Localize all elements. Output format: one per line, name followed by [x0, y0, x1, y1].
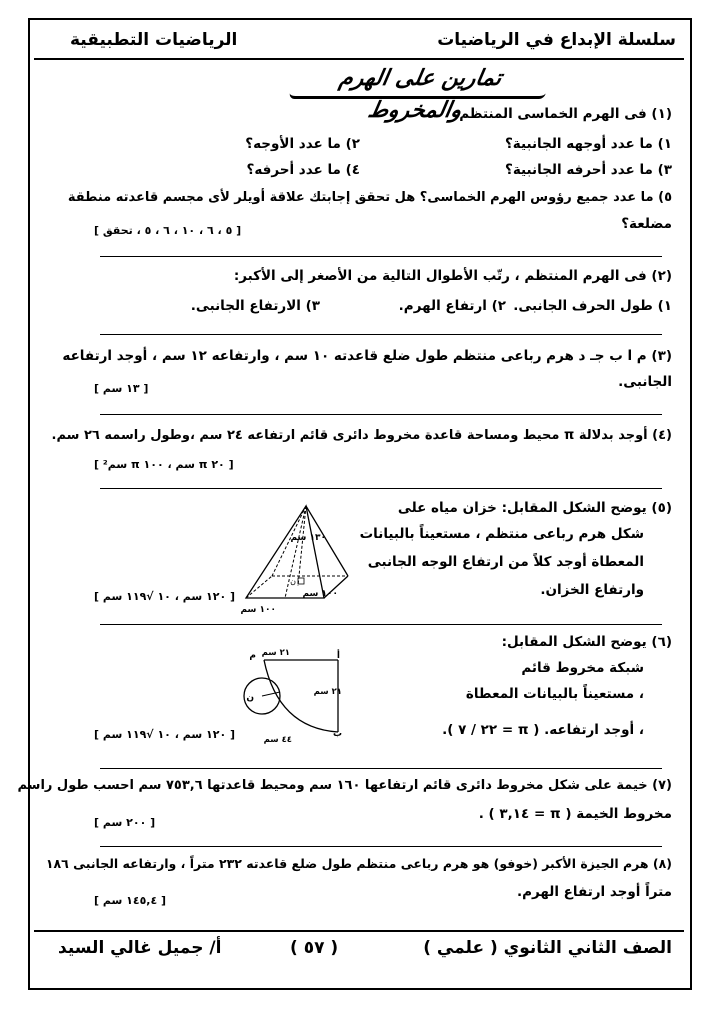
q6-answer: [ ١٢٠ سم ، ١٠ √١١٩ سم ]: [94, 728, 236, 741]
divider-5: [100, 624, 662, 625]
footer-author: أ/ جميل غالي السيد: [58, 938, 222, 958]
q7-number: (٧): [652, 778, 672, 793]
edge-label: ١٣٠ سم: [290, 533, 326, 543]
q7-text-line2: مخروط الخيمة ( π = ٣,١٤ ) .: [478, 806, 672, 822]
footer-divider: [34, 930, 684, 932]
label-n: ن: [246, 693, 254, 703]
page-number: ( ٥٧ ): [290, 938, 339, 958]
top-length-label: ٢١ سم: [261, 648, 290, 658]
side-label-2: ١٠٠ سم: [240, 605, 276, 615]
divider-6: [100, 768, 662, 769]
arc-length-label: ٤٤ سم: [263, 735, 292, 744]
label-m: م: [249, 651, 256, 661]
worksheet-title: تمارين على الهرم والمخروط: [289, 62, 552, 99]
q1-stem: فى الهرم الخماسى المنتظم:: [453, 106, 647, 122]
q1-item-c: ٣) ما عدد أحرفه الجانبية؟: [505, 162, 672, 178]
divider-7: [100, 846, 662, 847]
q1-item-e-line1: ٥) ما عدد جميع رؤوس الهرم الخماسى؟ هل تحقق إجابتك علاقة أويلر لأى مجسم قاعدته منطقة: [67, 190, 672, 205]
q8-number: (٨): [652, 856, 672, 871]
q5-line3: المعطاة أوجد كلاً من ارتفاع الوجه الجانبى: [367, 554, 644, 570]
q3-answer: [ ١٣ سم ]: [94, 382, 149, 395]
divider-2: [100, 334, 662, 335]
divider-3: [100, 414, 662, 415]
q3-text-line2: الجانبى.: [618, 374, 672, 390]
q4-number: (٤): [652, 428, 672, 443]
q2-number: (٢): [651, 268, 672, 284]
q4-answer: [ ٢٠ π سم ، ١٠٠ π سم² ]: [94, 458, 234, 471]
side-label-1: ١٠٠ سم: [302, 589, 338, 599]
q1-number: (١): [651, 106, 672, 122]
q1-item-b: ٢) ما عدد الأوجه؟: [245, 136, 360, 152]
q1-item-a: ١) ما عدد أوجهه الجانبية؟: [504, 136, 672, 152]
foot-label: ن: [290, 577, 296, 586]
series-title: سلسلة الإبداع في الرياضيات: [437, 30, 676, 50]
q3-number: (٣): [651, 348, 672, 364]
q2-item-a: ١) طول الحرف الجانبى.: [513, 298, 672, 314]
page-header: [40, 30, 676, 58]
cone-net-figure: [238, 644, 358, 744]
q1-item-d: ٤) ما عدد أحرفه؟: [246, 162, 360, 178]
side-length-label: ٢١ سم: [313, 687, 342, 697]
q8-text-line1: هرم الجيزة الأكبر (خوفو) هو هرم رباعى منتظم طول ضلع قاعدته ٢٣٢ متراً ، وارتفاعه الجانبى ١٨٦: [45, 856, 649, 871]
q6-line1: يوضح الشكل المقابل:: [501, 634, 647, 650]
q7-answer: [ ٢٠٠ سم ]: [94, 816, 156, 829]
divider-1: [100, 256, 662, 257]
q6-number: (٦): [651, 634, 672, 650]
q1-answer: [ ٥ ، ٦ ، ١٠ ، ٦ ، ٥ ، تحقق ]: [94, 224, 242, 237]
q2-stem: فى الهرم المنتظم ، رتّب الأطوال التالية من الأصغر إلى الأكبر:: [233, 268, 647, 284]
q5-line4: وارتفاع الخزان.: [540, 582, 644, 598]
q5-line2: شكل هرم رباعى منتظم ، مستعيناً بالبيانات: [359, 526, 644, 542]
q8-text-line2: متراً أوجد ارتفاع الهرم.: [516, 884, 672, 900]
pyramid-height: [298, 506, 306, 586]
q2-item-b: ٢) ارتفاع الهرم.: [398, 298, 506, 314]
q5-line1: يوضح الشكل المقابل: خزان مياه على: [397, 500, 647, 516]
pyramid-figure: [236, 498, 386, 616]
q6-line2: شبكة مخروط قائم: [521, 660, 644, 676]
divider-4: [100, 488, 662, 489]
q5-answer: [ ١٢٠ سم ، ١٠ √١١٩ سم ]: [94, 590, 236, 603]
q8-answer: [ ١٤٥,٤ سم ]: [94, 894, 167, 907]
q2-item-c: ٣) الارتفاع الجانبى.: [190, 298, 320, 314]
label-a: أ: [336, 651, 340, 661]
q7-text-line1: خيمة على شكل مخروط دائرى قائم ارتفاعها ١٦٠ سم ومحيط قاعدتها ٧٥٣,٦ سم احسب طول راسم: [17, 778, 648, 793]
q3-text-line1: م ا ب جـ د هرم رباعى منتظم طول ضلع قاعدته ١٠ سم ، وارتفاعه ١٢ سم ، أوجد ارتفاعه: [62, 348, 647, 364]
pyramid-hidden-edge-1: [246, 576, 272, 598]
q6-line4: ، أوجد ارتفاعه. ( π = ٢٢ / ٧ ).: [442, 722, 644, 738]
q5-number: (٥): [651, 500, 672, 516]
subject-title: الرياضيات التطبيقية: [70, 30, 238, 50]
header-divider: [34, 58, 684, 60]
q1-item-e-line2: مضلعة؟: [621, 216, 672, 232]
footer-grade: الصف الثاني الثانوي ( علمي ): [423, 938, 672, 958]
q6-line3: ، مستعيناً بالبيانات المعطاة: [465, 686, 644, 702]
label-b: ب: [332, 729, 342, 739]
pyramid-front-face: [246, 506, 324, 598]
q4-text: أوجد بدلالة π محيط ومساحة قاعدة مخروط دائرى قائم ارتفاعه ٢٤ سم ،وطول راسمه ٢٦ سم.: [51, 428, 648, 443]
